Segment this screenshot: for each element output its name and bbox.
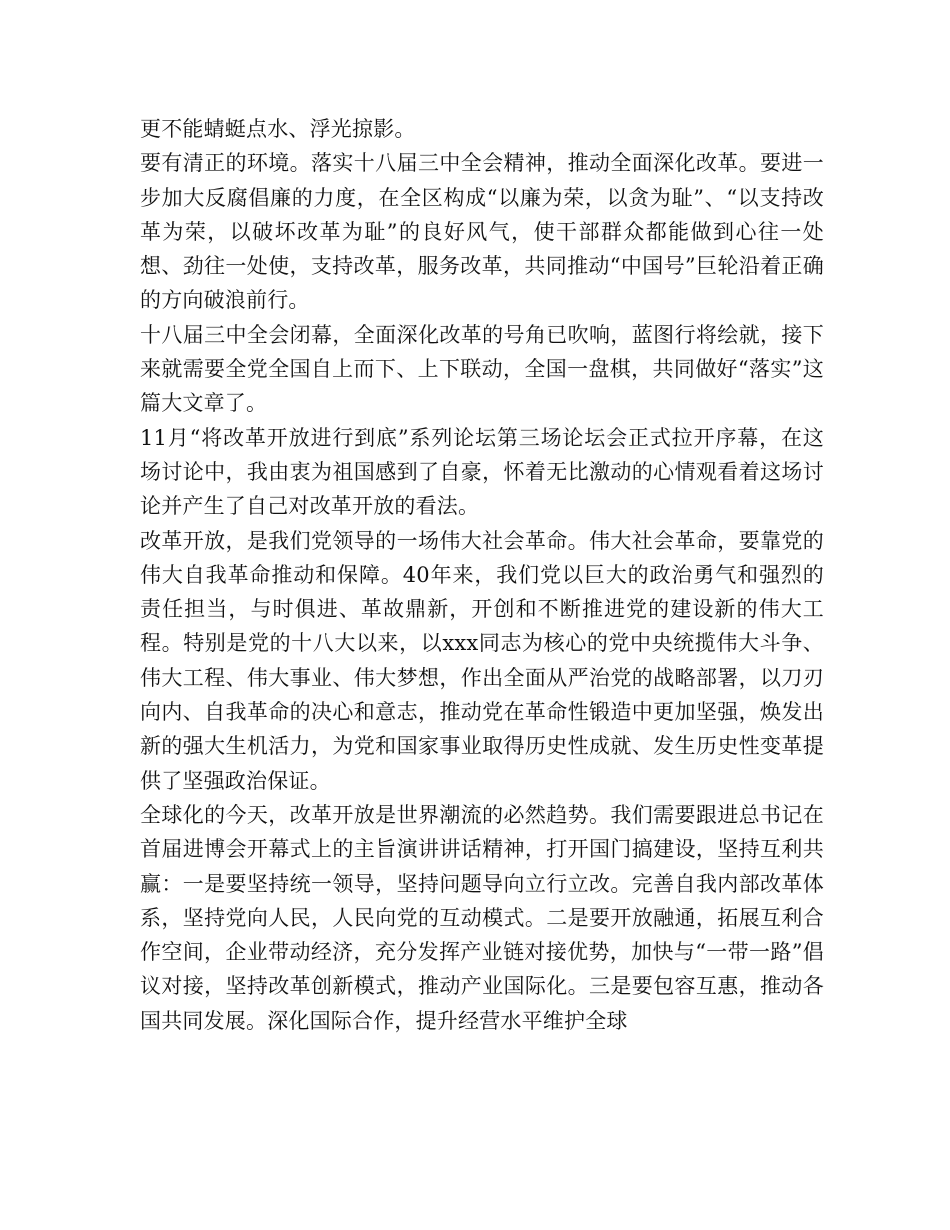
paragraph-3: 十八届三中全会闭幕，全面深化改革的号角已吹响，蓝图行将绘就，接下来就需要全党全国自上而下、上下联动，全国一盘棋，共同做好“落实”这篇大文章了。 xyxy=(140,322,824,416)
paragraph-5: 改革开放，是我们党领导的一场伟大社会革命。伟大社会革命，要靠党的伟大自我革命推动和保障。40年来，我们党以巨大的政治勇气和强烈的责任担当，与时俱进、革故鼎新，开创和不断推进党的建设新的伟大工程。特别是党的十八大以来，以xxx同志为核心的党中央统揽伟大斗争、伟大工程、伟大事业、伟大梦想，作出全面从严治党的战略部署，以刀刃向内、自我革命的决心和意志，推动党在革命性锻造中更加坚强，焕发出新的强大生机活力，为党和国家事业取得历史性成就、发生历史性变革提供了坚强政治保证。 xyxy=(140,528,824,793)
paragraph-6: 全球化的今天，改革开放是世界潮流的必然趋势。我们需要跟进总书记在首届进博会开幕式上的主旨演讲讲话精神，打开国门搞建设，坚持互利共赢：一是要坚持统一领导，坚持问题导向立行立改。完善自我内部改革体系，坚持党向人民，人民向党的互动模式。二是要开放融通，拓展互利合作空间，企业带动经济，充分发挥产业链对接优势，加快与“一带一路”倡议对接，坚持改革创新模式，推动产业国际化。三是要包容互惠，推动各国共同发展。深化国际合作，提升经营水平维护全球 xyxy=(140,802,824,1033)
paragraph-1: 更不能蜻蜓点水、浮光掠影。 xyxy=(140,117,416,141)
paragraph-2: 要有清正的环境。落实十八届三中全会精神，推动全面深化改革。要进一步加大反腐倡廉的力度，在全区构成“以廉为荣，以贪为耻”、“以支持改革为荣，以破坏改革为耻”的良好风气，使干部群众都能做到心往一处想、劲往一处使，支持改革，服务改革，共同推动“中国号”巨轮沿着正确的方向破浪前行。 xyxy=(140,151,824,313)
paragraph-4: 11月“将改革开放进行到底”系列论坛第三场论坛会正式拉开序幕，在这场讨论中，我由衷为祖国感到了自豪，怀着无比激动的心情观看着这场讨论并产生了自己对改革开放的看法。 xyxy=(140,425,824,519)
document-body xyxy=(140,112,824,1038)
